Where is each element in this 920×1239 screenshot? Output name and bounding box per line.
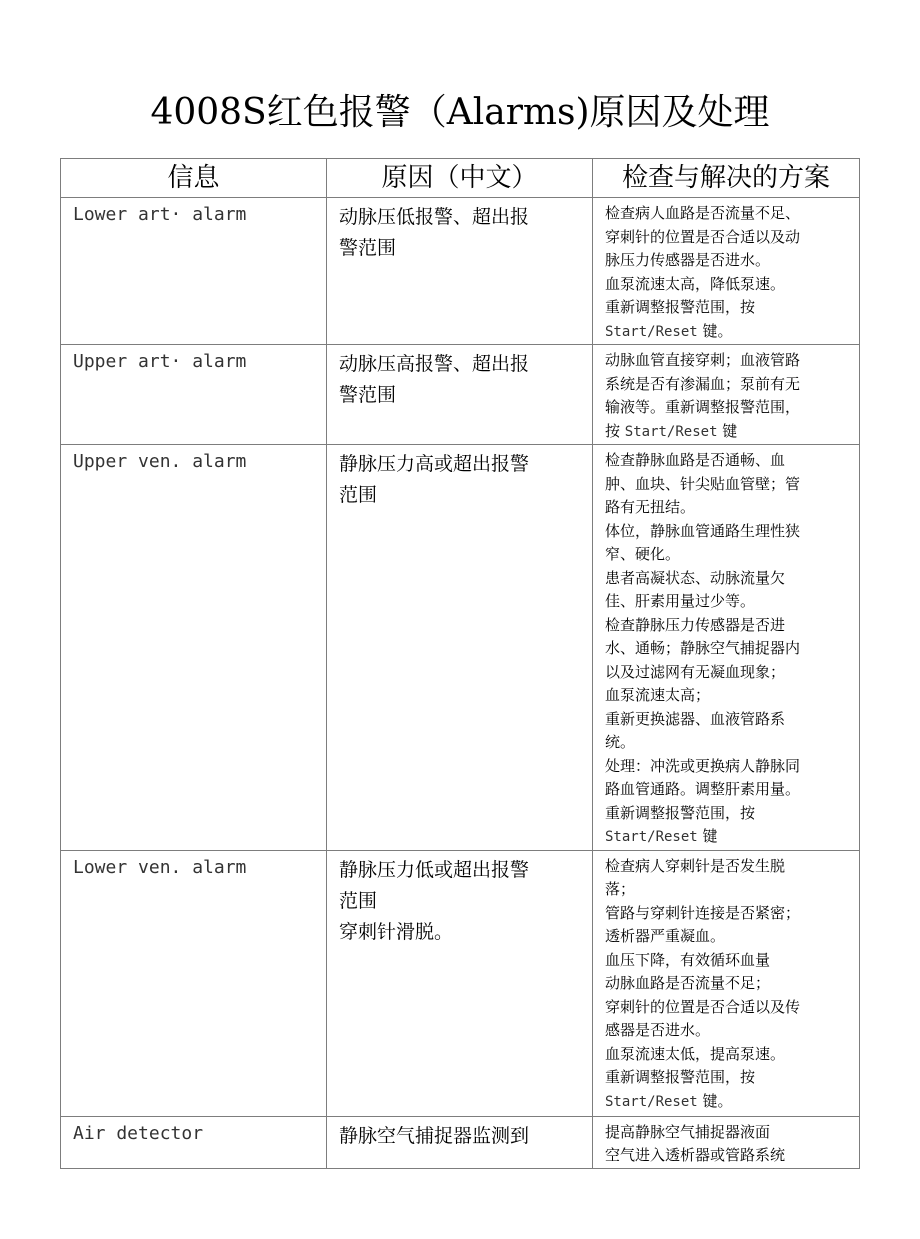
page-title: 4008S红色报警（Alarms)原因及处理 bbox=[150, 92, 770, 133]
key-suffix: 键 bbox=[717, 421, 738, 440]
solution-line: 提高静脉空气捕捉器液面 bbox=[605, 1122, 771, 1141]
cause-line: 静脉压力高或超出报警 bbox=[339, 453, 530, 475]
solution-line: 佳、肝素用量过少等。 bbox=[605, 592, 756, 610]
start-reset-key: Start/Reset bbox=[605, 1093, 698, 1110]
cause-line: 静脉压力低或超出报警 bbox=[339, 858, 530, 881]
cause-cell bbox=[327, 198, 593, 345]
solution-line: 重新调整报警范围，按 bbox=[605, 803, 756, 822]
header-cause: 原因（中文） bbox=[327, 159, 593, 198]
solution-line: 血泵流速太高； bbox=[605, 686, 711, 704]
table-row bbox=[61, 198, 860, 345]
info-cell: Air detector bbox=[61, 1116, 327, 1168]
cause-line: 范围 bbox=[339, 889, 378, 912]
cause-line: 穿刺针滑脱。 bbox=[339, 920, 454, 943]
solution-line: 以及过滤网有无凝血现象； bbox=[605, 662, 786, 681]
solution-line: 检查病人血路是否流量不足、 bbox=[605, 204, 801, 222]
cause-line: 动脉压高报警、超出报 bbox=[339, 353, 530, 375]
solution-line: 血泵流速太低，提高泵速。 bbox=[605, 1044, 786, 1063]
cause-cell bbox=[327, 850, 593, 1116]
solution-line: 重新调整报警范围，按 bbox=[605, 298, 756, 316]
solution-line: 管路与穿刺针连接是否紧密； bbox=[605, 903, 801, 922]
solution-line: 路有无扭结。 bbox=[605, 498, 696, 516]
solution-line: 血泵流速太高，降低泵速。 bbox=[605, 274, 786, 293]
solution-cell bbox=[593, 1116, 860, 1168]
solution-line: 处理：冲洗或更换病人静脉同 bbox=[605, 756, 801, 775]
start-reset-key: Start/Reset bbox=[605, 323, 698, 340]
solution-line: 输液等。重新调整报警范围， bbox=[605, 398, 801, 416]
cause-line: 警范围 bbox=[339, 384, 397, 406]
key-suffix: 键。 bbox=[697, 321, 733, 340]
table-row bbox=[61, 345, 860, 445]
solution-line: 空气进入透析器或管路系统 bbox=[605, 1146, 786, 1164]
key-prefix: 按 bbox=[605, 421, 625, 440]
alarm-table bbox=[60, 158, 860, 1169]
solution-line: 统。 bbox=[605, 733, 636, 751]
info-cell: Upper ven. alarm bbox=[61, 445, 327, 851]
solution-line: 患者高凝状态、动脉流量欠 bbox=[605, 568, 786, 587]
solution-line: 检查病人穿刺针是否发生脱 bbox=[605, 856, 786, 875]
solution-line bbox=[605, 1090, 855, 1115]
info-cell: Upper art· alarm bbox=[61, 345, 327, 445]
solution-line: 检查静脉血路是否通畅、血 bbox=[605, 451, 786, 469]
cause-line: 警范围 bbox=[339, 237, 397, 259]
solution-line: 动脉血路是否流量不足； bbox=[605, 974, 771, 992]
solution-line: 体位，静脉血管通路生理性狭 bbox=[605, 521, 801, 540]
key-suffix: 键。 bbox=[697, 1091, 733, 1110]
start-reset-key: Start/Reset bbox=[624, 423, 718, 440]
header-solution: 检查与解决的方案 bbox=[593, 159, 860, 198]
solution-line: 穿刺针的位置是否合适以及动 bbox=[605, 227, 801, 246]
table-header-row bbox=[61, 159, 860, 198]
solution-line: 窄、硬化。 bbox=[605, 545, 681, 563]
table-row bbox=[61, 445, 860, 851]
cause-line: 动脉压低报警、超出报 bbox=[339, 206, 530, 228]
solution-line bbox=[605, 420, 855, 445]
solution-line: 感器是否进水。 bbox=[605, 1021, 711, 1039]
solution-line: 系统是否有渗漏血；泵前有无 bbox=[605, 374, 801, 393]
solution-line: 重新更换滤器、血液管路系 bbox=[605, 709, 786, 728]
solution-line: 重新调整报警范围，按 bbox=[605, 1068, 756, 1086]
header-info: 信息 bbox=[61, 159, 327, 198]
solution-line: 检查静脉压力传感器是否进 bbox=[605, 615, 786, 634]
solution-cell bbox=[593, 445, 860, 851]
solution-cell bbox=[593, 198, 860, 345]
table-row bbox=[61, 1116, 860, 1168]
solution-line: 穿刺针的位置是否合适以及传 bbox=[605, 997, 801, 1016]
solution-line: 肿、血块、针尖贴血管壁；管 bbox=[605, 474, 801, 493]
key-suffix: 键 bbox=[697, 827, 718, 845]
cause-cell bbox=[327, 345, 593, 445]
solution-line: 落； bbox=[605, 880, 636, 898]
solution-line bbox=[605, 825, 855, 850]
solution-line bbox=[605, 320, 855, 345]
solution-cell bbox=[593, 850, 860, 1116]
info-cell: Lower art· alarm bbox=[61, 198, 327, 345]
cause-cell bbox=[327, 445, 593, 851]
table-row bbox=[61, 850, 860, 1116]
solution-line: 脉压力传感器是否进水。 bbox=[605, 251, 771, 269]
solution-line: 动脉血管直接穿刺；血液管路 bbox=[605, 351, 801, 369]
solution-cell bbox=[593, 345, 860, 445]
solution-line: 血压下降，有效循环血量 bbox=[605, 950, 771, 969]
solution-line: 路血管通路。调整肝素用量。 bbox=[605, 780, 801, 798]
cause-cell bbox=[327, 1116, 593, 1168]
info-cell: Lower ven. alarm bbox=[61, 850, 327, 1116]
solution-line: 透析器严重凝血。 bbox=[605, 927, 726, 945]
cause-line: 范围 bbox=[339, 484, 378, 506]
solution-line: 水、通畅；静脉空气捕捉器内 bbox=[605, 639, 801, 657]
start-reset-key: Start/Reset bbox=[605, 829, 698, 845]
cause-line: 静脉空气捕捉器监测到 bbox=[339, 1124, 530, 1147]
